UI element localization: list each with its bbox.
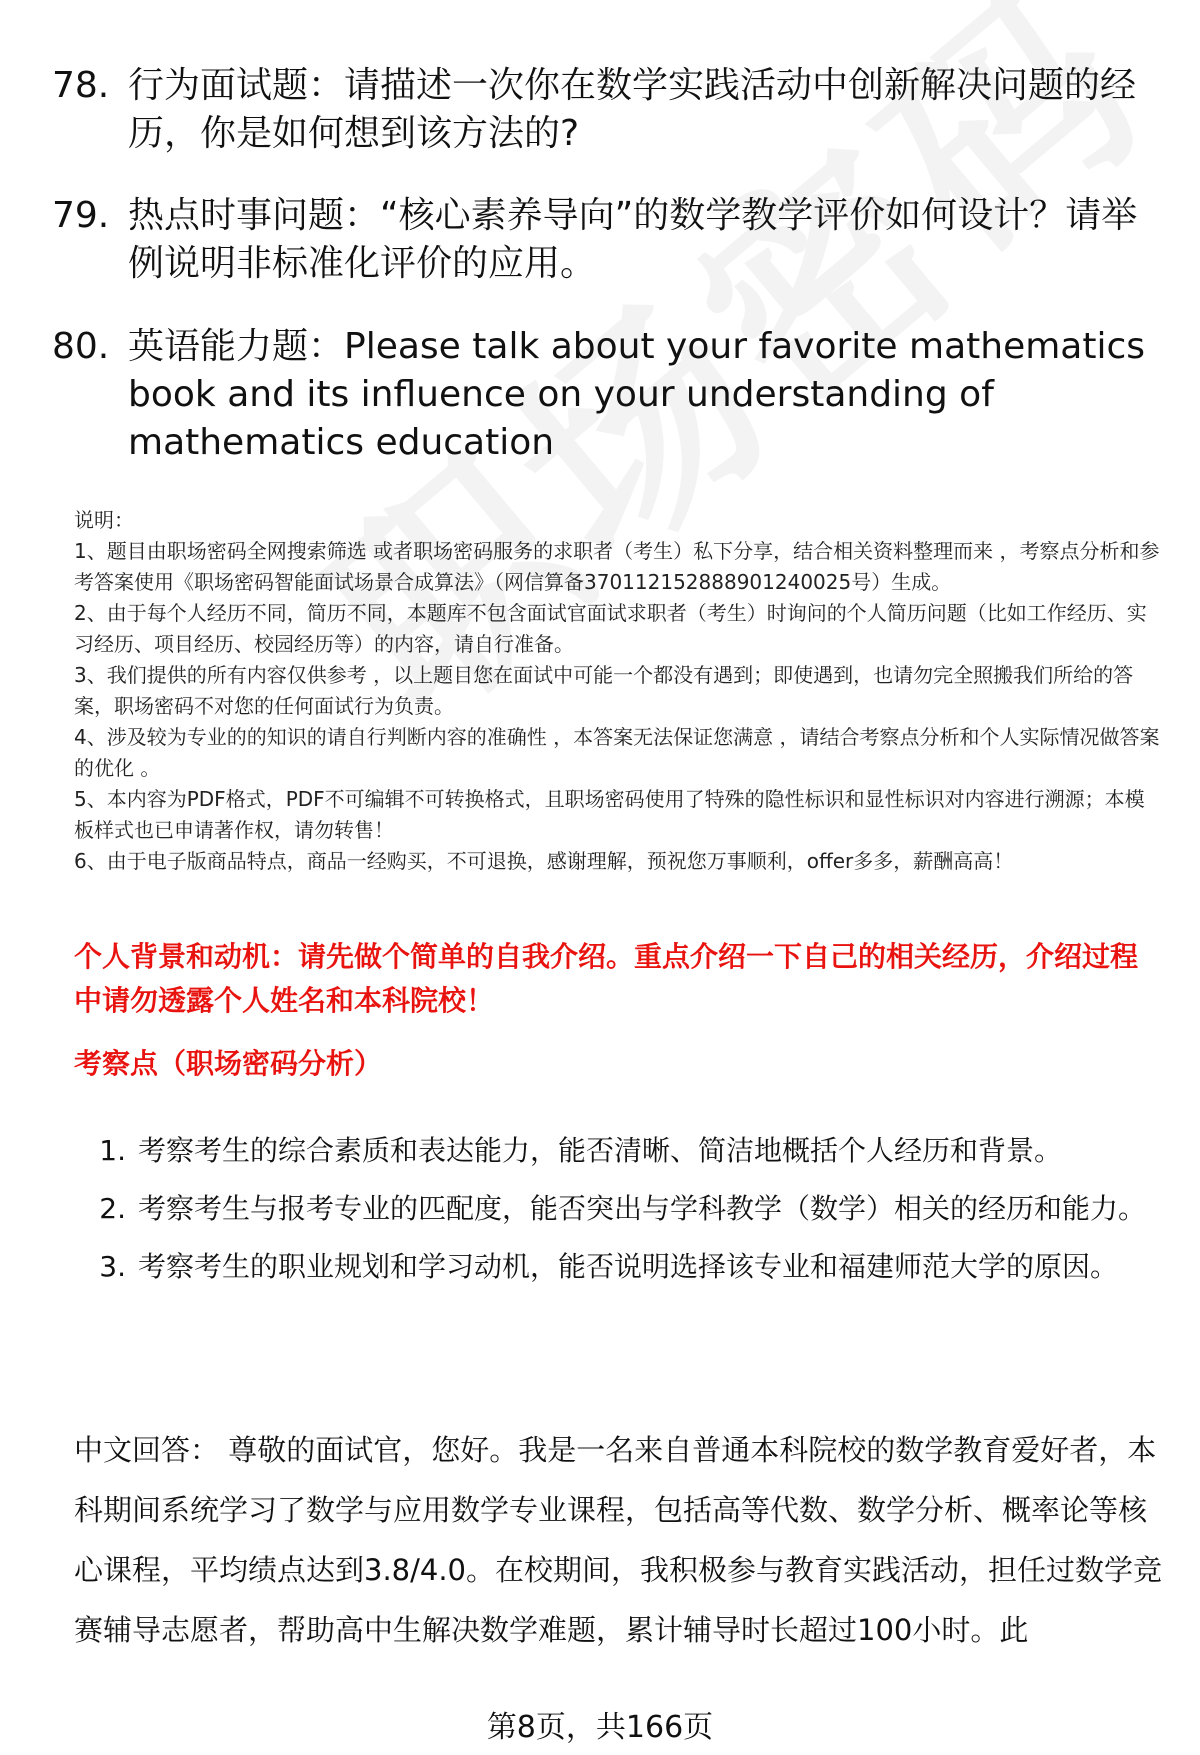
analysis-points <box>74 1122 1164 1296</box>
note-item: 1、题目由职场密码全网搜索筛选 或者职场密码服务的求职者（考生）私下分享，结合相关资料整理而来 ，考察点分析和参考答案使用《职场密码智能面试场景合成算法》（网信算备370112152888901240025号）生成。 <box>74 539 1160 594</box>
analysis-heading: 考察点（职场密码分析） <box>74 1047 383 1080</box>
question-text: 热点时事问题：“核心素养导向”的数学教学评价如何设计？请举例说明非标准化评价的应用。 <box>128 195 1138 284</box>
list-item <box>74 1122 1164 1180</box>
note-item: 2、由于每个人经历不同，简历不同，本题库不包含面试官面试求职者（考生）时询问的个人简历问题（比如工作经历、实习经历、项目经历、校园经历等）的内容，请自行准备。 <box>74 601 1147 656</box>
note-item: 3、我们提供的所有内容仅供参考 ，以上题目您在面试中可能一个都没有遇到；即使遇到，也请勿完全照搬我们所给的答案，职场密码不对您的任何面试行为负责。 <box>74 663 1134 718</box>
list-item <box>74 1238 1164 1296</box>
note-item: 4、涉及较为专业的的知识的请自行判断内容的准确性 ，本答案无法保证您满意 ，请结合考察点分析和个人实际情况做答案的优化 。 <box>74 725 1160 780</box>
section-heading: 个人背景和动机：请先做个简单的自我介绍。重点介绍一下自己的相关经历，介绍过程中请勿透露个人姓名和本科院校！ <box>74 940 1139 1017</box>
point-number: 2. <box>99 1192 126 1225</box>
chinese-answer: 中文回答： 尊敬的面试官，您好。我是一名来自普通本科院校的数学教育爱好者，本科期间系统学习了数学与应用数学专业课程，包括高等代数、数学分析、概率论等核心课程，平均绩点达到3.8/4.0。在校期间，我积极参与教育实践活动，担任过数学竞赛辅导志愿者，帮助高中生解决数学难题，累计辅导时长超过100小时。此 <box>74 1433 1163 1647</box>
note-item: 5、本内容为PDF格式，PDF不可编辑不可转换格式，且职场密码使用了特殊的隐性标识和显性标识对内容进行溯源；本模板样式也已申请著作权，请勿转售！ <box>74 787 1145 842</box>
point-text: 考察考生与报考专业的匹配度，能否突出与学科教学（数学）相关的经历和能力。 <box>138 1192 1147 1225</box>
list-item <box>74 1180 1164 1238</box>
point-number: 3. <box>99 1250 126 1283</box>
question-text: 英语能力题：Please talk about your favorite mathematics book and its influence on your understanding of mathematics education <box>128 326 1146 463</box>
question-80 <box>52 323 1152 467</box>
notes-title: 说明： <box>74 508 134 532</box>
notes-section <box>74 505 1164 877</box>
point-text: 考察考生的职业规划和学习动机，能否说明选择该专业和福建师范大学的原因。 <box>138 1250 1119 1283</box>
question-number: 80. <box>52 326 110 367</box>
question-text: 行为面试题：请描述一次你在数学实践活动中创新解决问题的经历，你是如何想到该方法的? <box>128 65 1137 154</box>
question-number: 79. <box>52 195 110 236</box>
question-number: 78. <box>52 65 110 106</box>
page-footer: 第8页，共166页 <box>486 1710 714 1745</box>
point-number: 1. <box>99 1134 126 1167</box>
question-78 <box>52 62 1152 158</box>
note-item: 6、由于电子版商品特点，商品一经购买，不可退换，感谢理解，预祝您万事顺利，offer多多，薪酬高高！ <box>74 849 1014 873</box>
question-79 <box>52 192 1152 288</box>
point-text: 考察考生的综合素质和表达能力，能否清晰、简洁地概括个人经历和背景。 <box>138 1134 1063 1167</box>
